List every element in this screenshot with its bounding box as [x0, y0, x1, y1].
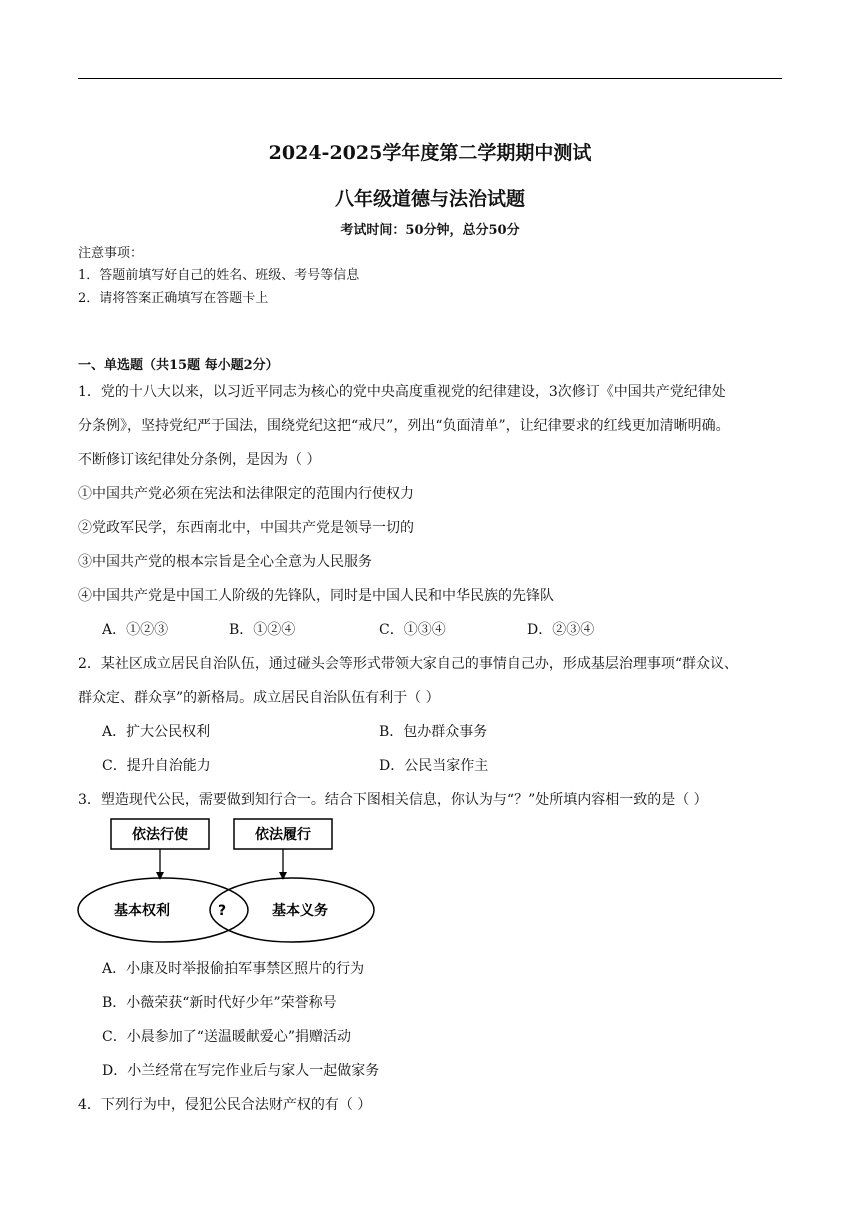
q3-option-b[interactable]: B．小薇荣获“新时代好少年”荣誉称号 [102, 995, 337, 1011]
notice-heading: 注意事项： [78, 246, 144, 261]
q3-option-d[interactable]: D．小兰经常在写完作业后与家人一起做家务 [102, 1063, 380, 1079]
q1-line: 分条例》，坚持党纪严于国法，围绕党纪这把“戒尺”，列出“负面清单”，让纪律要求的红线更加清晰明确。 [78, 418, 730, 434]
q4-line: 4．下列行为中，侵犯公民合法财产权的有（ ） [78, 1097, 372, 1113]
notice-item: 1．答题前填写好自己的姓名、班级、考号等信息 [78, 268, 360, 283]
q2-option-c[interactable]: C．提升自治能力 [102, 758, 211, 774]
exam-subtitle: 八年级道德与法治试题 [334, 188, 525, 210]
box-exercise-label: 依法行使 [132, 827, 188, 843]
q2-option-b[interactable]: B．包办群众事务 [379, 724, 488, 740]
q3-line: 3．塑造现代公民，需要做到知行合一。结合下图相关信息，你认为与“？”处所填内容相一致的是（ ） [78, 792, 708, 808]
q1-statement: ②党政军民学，东西南北中，中国共产党是领导一切的 [78, 520, 414, 536]
ellipse-duties-label: 基本义务 [272, 903, 328, 919]
q1-option-c[interactable]: C．①③④ [379, 622, 446, 638]
section-heading: 一、单选题（共15题 每小题2分） [78, 358, 279, 373]
q1-line: 不断修订该纪律处分条例，是因为（ ） [78, 452, 321, 468]
rights-duties-diagram [76, 814, 376, 946]
exam-info: 考试时间：50分钟，总分50分 [340, 223, 520, 238]
q2-option-a[interactable]: A．扩大公民权利 [102, 724, 211, 740]
q2-line: 2．某社区成立居民自治队伍，通过碰头会等形式带领大家自己的事情自己办，形成基层治理事项“群众议、 [78, 656, 739, 672]
q1-statement: ④中国共产党是中国工人阶级的先锋队，同时是中国人民和中华民族的先锋队 [78, 588, 554, 604]
ellipse-rights-label: 基本权利 [114, 903, 170, 919]
q1-line: 1．党的十八大以来，以习近平同志为核心的党中央高度重视党的纪律建设，3次修订《中国共产党纪律处 [78, 384, 726, 400]
q3-option-c[interactable]: C．小晨参加了“送温暖献爱心”捐赠活动 [102, 1029, 352, 1045]
q1-option-a[interactable]: A．①②③ [102, 622, 169, 638]
notice-item: 2．请将答案正确填写在答题卡上 [78, 291, 269, 306]
q1-statement: ①中国共产党必须在宪法和法律限定的范围内行使权力 [78, 486, 414, 502]
box-fulfill-label: 依法履行 [255, 827, 311, 843]
center-question-mark: ? [217, 903, 227, 919]
q1-option-b[interactable]: B．①②④ [229, 622, 296, 638]
q3-option-a[interactable]: A．小康及时举报偷拍军事禁区照片的行为 [102, 961, 365, 977]
q2-option-d[interactable]: D．公民当家作主 [379, 758, 489, 774]
top-rule [78, 78, 782, 79]
exam-title: 2024-2025学年度第二学期期中测试 [268, 142, 592, 164]
q1-option-d[interactable]: D．②③④ [527, 622, 595, 638]
q2-line: 群众定、群众享”的新格局。成立居民自治队伍有利于（ ） [78, 690, 440, 706]
q1-statement: ③中国共产党的根本宗旨是全心全意为人民服务 [78, 554, 372, 570]
